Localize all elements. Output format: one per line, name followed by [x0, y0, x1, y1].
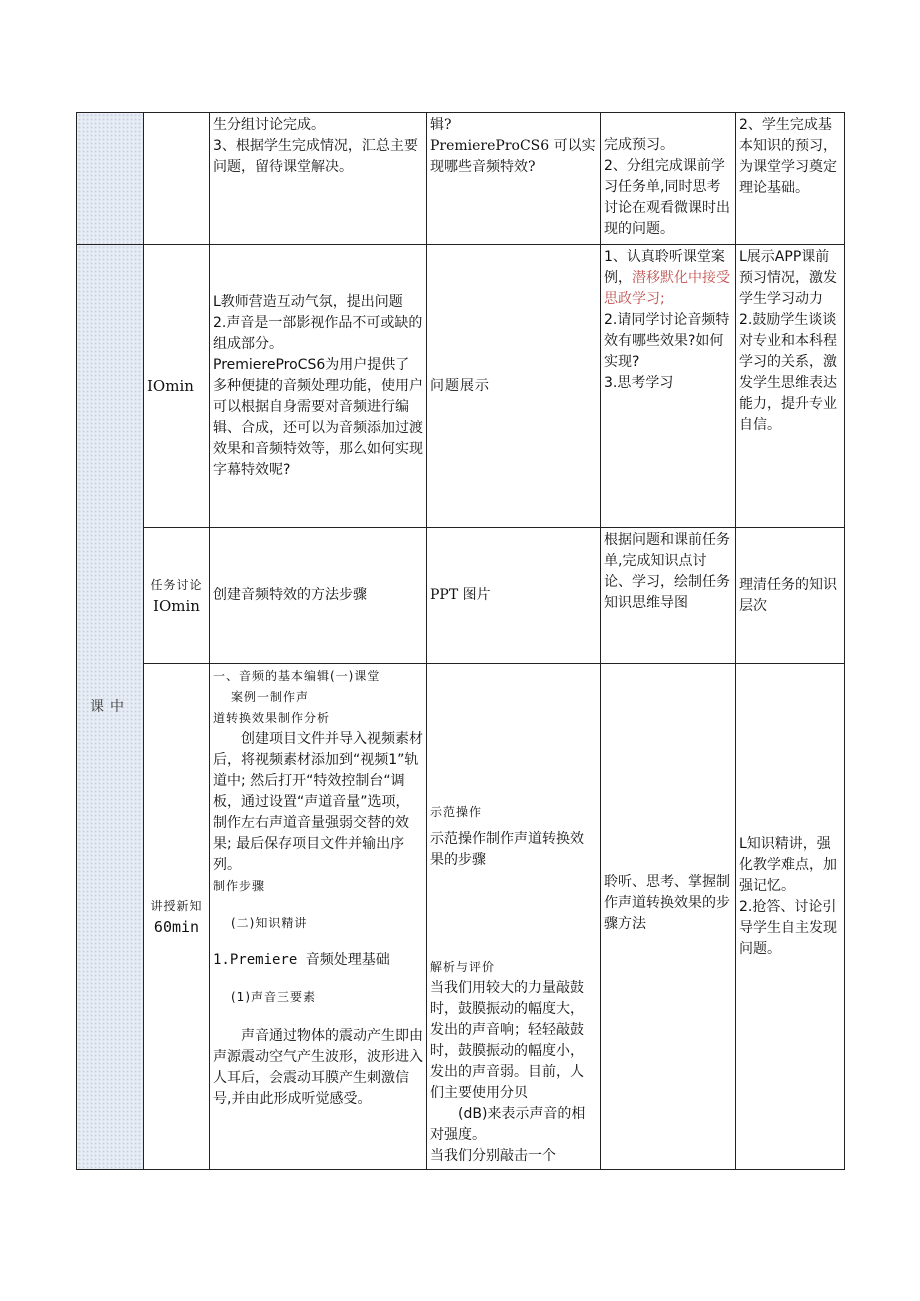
stage-cell-top: [77, 113, 144, 245]
teacher-cell-intro: [427, 245, 601, 528]
student-text: 1、认真聆听课堂案例，: [604, 249, 725, 286]
intent-text: 2.抢答、讨论引导学生自主发现问题。: [739, 899, 837, 957]
content-paragraph: 声音通过物体的震动产生即由声源震动空气产生波形，波形进入人耳后，会震动耳膜产生刺激信号,并由此形成听觉感受。: [213, 1028, 423, 1107]
student-cell-new: [601, 664, 736, 1170]
content-text: L教师营造互动气氛，提出问题: [213, 293, 403, 310]
time-label: 讲授新知: [150, 898, 203, 913]
table-row-preview: [77, 113, 845, 245]
time-cell-task: [144, 528, 210, 664]
content-cell-new: [210, 664, 427, 1170]
stage-label: 课中: [90, 698, 130, 715]
student-text: 2.请同学讨论音频特效有哪些效果?如何实现?: [604, 312, 730, 370]
content-cell-task: [210, 528, 427, 664]
student-text: 完成预习。: [604, 137, 674, 153]
teacher-text: 当我们分别敲击一个: [430, 1148, 556, 1164]
teacher-text: (dB)来表示声音的相对强度。: [430, 1106, 586, 1143]
section-heading: 案例一制作声: [231, 690, 310, 704]
time-cell-intro: [144, 245, 210, 528]
teacher-text: 当我们用较大的力量敲鼓时，鼓膜振动的幅度大，发出的声音响；轻轻敲鼓时，鼓膜振动的幅度小，发出的声音弱。目前，人们主要使用分贝: [430, 980, 584, 1101]
teacher-text: 示范操作: [430, 805, 483, 819]
table-row-task: [77, 528, 845, 664]
stage-cell-in-class: [77, 245, 144, 1170]
intent-text: L知识精讲，强化教学难点，加强记忆。: [739, 836, 837, 894]
time-cell-top: [144, 113, 210, 245]
table-row-new-knowledge: [77, 664, 845, 1170]
teacher-text: PremiereProCS6 可以实现哪些音频特效?: [430, 138, 596, 175]
section-heading: 一、音频的基本编辑(一)课堂: [213, 669, 381, 683]
lesson-plan-table: [76, 112, 845, 1170]
content-cell-top: [210, 113, 427, 245]
section-heading: 制作步骤: [213, 879, 266, 893]
section-heading: 1.Premiere 音频处理基础: [213, 952, 390, 968]
teacher-text: 示范操作制作声道转换效果的步骤: [430, 831, 584, 868]
section-heading: (二)知识精讲: [231, 916, 308, 930]
section-heading: 道转换效果制作分析: [213, 711, 331, 725]
intent-text: 理清任务的知识层次: [739, 576, 837, 614]
intent-text: 2、学生完成基本知识的预习，为课堂学习奠定理论基础。: [739, 117, 837, 196]
table-row-intro: [77, 245, 845, 528]
time-value: 60min: [153, 917, 200, 936]
teacher-cell-task: [427, 528, 601, 664]
content-text: 3、根据学生完成情况，汇总主要问题，留待课堂解决。: [213, 138, 418, 175]
intent-text: 2.鼓励学生谈谈对专业和本科程学习的关系，激发学生思维表达能力，提升专业自信。: [739, 312, 837, 433]
intent-cell-intro: [736, 245, 845, 528]
intent-cell-new: [736, 664, 845, 1170]
intent-cell-top: [736, 113, 845, 245]
time-value: IOmin: [153, 596, 200, 615]
content-paragraph: 创建项目文件并导入视频素材后，将视频素材添加到“视频1”轨道中; 然后打开“特效控制台“调板，通过设置“声道音量”选项，制作左右声道音量强弱交替的效果; 最后保存项目文件并输出序列。: [213, 731, 423, 873]
section-heading: (1)声音三要素: [231, 990, 316, 1004]
intent-cell-task: [736, 528, 845, 664]
student-text: 根据问题和课前任务单,完成知识点讨论、学习，绘制任务知识思维导图: [604, 532, 730, 611]
student-text: 2、分组完成课前学习任务单,同时思考讨论在观看微课时出现的问题。: [604, 158, 730, 237]
teacher-text: 解析与评价: [430, 960, 496, 974]
teacher-text: 辑?: [430, 117, 452, 133]
content-text: PremiereProCS6为用户提供了多种便捷的音频处理功能，使用户可以根据自身需要对音频进行编辑、合成，还可以为音频添加过渡效果和音频特效等，那么如何实现字幕特效呢?: [213, 356, 423, 478]
student-text: 3.思考学习: [604, 375, 674, 391]
student-cell-intro: [601, 245, 736, 528]
student-cell-task: [601, 528, 736, 664]
student-cell-top: [601, 113, 736, 245]
teacher-cell-top: [427, 113, 601, 245]
student-text: 聆听、思考、掌握制作声道转换效果的步骤方法: [604, 874, 730, 932]
intent-text: L展示APP课前预习情况，激发学生学习动力: [739, 249, 837, 307]
content-text: 2.声音是一部影视作品不可或缺的组成部分。: [213, 314, 423, 352]
ideology-highlight: 潜移默化中接受思政学习;: [604, 270, 730, 307]
time-value: IOmin: [147, 376, 194, 395]
time-cell-new: [144, 664, 210, 1170]
teacher-text: PPT 图片: [430, 587, 491, 603]
content-text: 生分组讨论完成。: [213, 117, 325, 133]
teacher-text: 问题展示: [430, 377, 490, 394]
teacher-cell-new: [427, 664, 601, 1170]
content-cell-intro: [210, 245, 427, 528]
content-text: 创建音频特效的方法步骤: [213, 587, 367, 603]
time-label: 任务讨论: [150, 577, 203, 592]
